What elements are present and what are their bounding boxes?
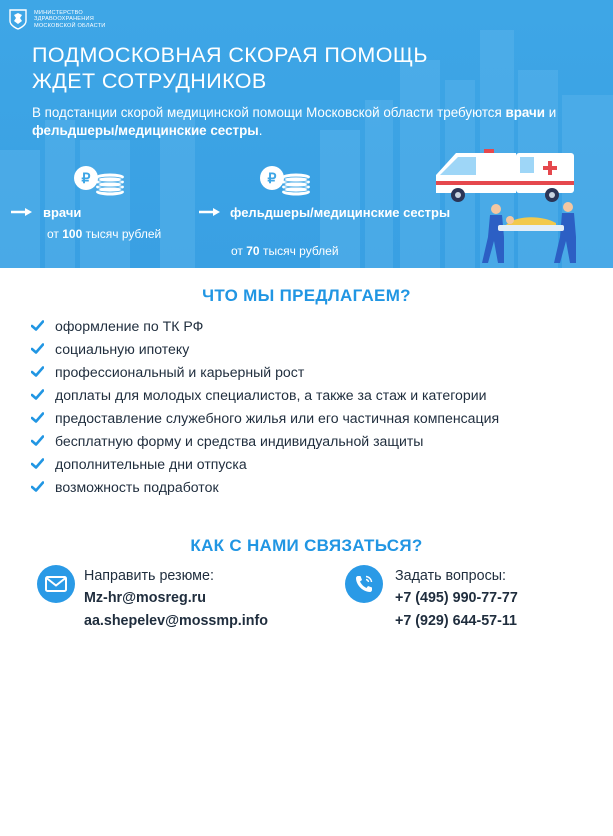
salary-text: от: [47, 227, 63, 241]
ministry-logo: [8, 9, 106, 30]
hero-banner: [0, 0, 613, 268]
check-icon: [31, 320, 44, 331]
lead-text: .: [258, 123, 263, 138]
arrow-right-icon: [11, 207, 33, 217]
page-title: [32, 42, 428, 94]
mail-label: Направить резюме:: [84, 568, 214, 584]
handset-icon: [345, 565, 383, 603]
vacancy-title-doctors: врачи: [43, 205, 82, 220]
list-item: [31, 410, 501, 426]
check-icon: [31, 458, 44, 469]
list-item: [31, 341, 606, 357]
offer-text: социальную ипотеку: [55, 341, 190, 357]
vacancy-salary-paramedics: [231, 244, 339, 258]
ministry-name-line: ЗДРАВООХРАНЕНИЯ: [34, 16, 94, 23]
check-icon: [31, 435, 44, 446]
svg-text:₽: ₽: [267, 170, 277, 186]
offer-list: [31, 318, 606, 502]
salary-amount: 70: [246, 244, 260, 258]
offer-text: бесплатную форму и средства индивидуальной защиты: [55, 433, 424, 449]
list-item: [31, 364, 606, 380]
phone-label: Задать вопросы:: [395, 568, 506, 584]
lead-text: и: [545, 105, 557, 120]
vacancy-salary-doctors: [47, 227, 161, 241]
svg-text:₽: ₽: [81, 170, 91, 186]
lead-paramedics: фельдшеры/медицинские сестры: [32, 123, 259, 138]
ambulance-icon: [424, 145, 584, 268]
offer-text: профессиональный и карьерный рост: [55, 364, 305, 380]
list-item: [31, 318, 606, 334]
offer-text: возможность подработок: [55, 479, 219, 495]
list-item: [31, 456, 606, 472]
lead-doctors: врачи: [505, 105, 546, 120]
salary-text: тысяч рублей: [82, 227, 162, 241]
email-link[interactable]: Mz-hr@mosreg.ru: [84, 590, 206, 606]
arrow-right-icon: [199, 207, 221, 217]
ministry-name-line: МИНИСТЕРСТВО: [34, 9, 83, 16]
page-title-line: ПОДМОСКОВНАЯ СКОРАЯ ПОМОЩЬ: [32, 43, 428, 67]
mail-icon: [37, 565, 75, 603]
list-item: [31, 479, 606, 495]
contact-section-title: КАК С НАМИ СВЯЗАТЬСЯ?: [190, 536, 423, 555]
offer-text: доплаты для молодых специалистов, а также за стаж и категории: [55, 387, 487, 403]
hero-lead: [32, 104, 592, 140]
coins-icon: [258, 156, 312, 196]
offer-section-title: ЧТО МЫ ПРЕДЛАГАЕМ?: [202, 286, 411, 305]
phone-icon: [345, 565, 383, 603]
offer-text: дополнительные дни отпуска: [55, 456, 247, 472]
check-icon: [31, 481, 44, 492]
check-icon: [31, 389, 44, 400]
salary-text: от: [231, 244, 247, 258]
salary-amount: 100: [62, 227, 83, 241]
phone-link[interactable]: +7 (929) 644-57-11: [395, 613, 518, 629]
ministry-name-line: МОСКОВСКОЙ ОБЛАСТИ: [34, 22, 106, 29]
lead-text: В подстанции скорой медицинской помощи Московской области требуются: [32, 105, 506, 120]
check-icon: [31, 412, 44, 423]
salary-text: тысяч рублей: [259, 244, 339, 258]
envelope-icon: [37, 565, 75, 603]
list-item: [31, 387, 606, 403]
list-item: [31, 433, 606, 449]
coins-icon: [72, 156, 126, 196]
emblem-icon: [8, 9, 28, 30]
phone-link[interactable]: +7 (495) 990-77-77: [395, 590, 518, 606]
check-icon: [31, 343, 44, 354]
email-link[interactable]: aa.shepelev@mossmp.info: [84, 613, 268, 629]
vacancy-title-paramedics: фельдшеры/медицинские сестры: [230, 205, 451, 220]
check-icon: [31, 366, 44, 377]
offer-text: оформление по ТК РФ: [55, 318, 204, 334]
offer-text: предоставление служебного жилья или его частичная компенсация: [55, 410, 500, 426]
ministry-name: [34, 10, 106, 30]
page-title-line: ЖДЕТ СОТРУДНИКОВ: [32, 69, 267, 93]
